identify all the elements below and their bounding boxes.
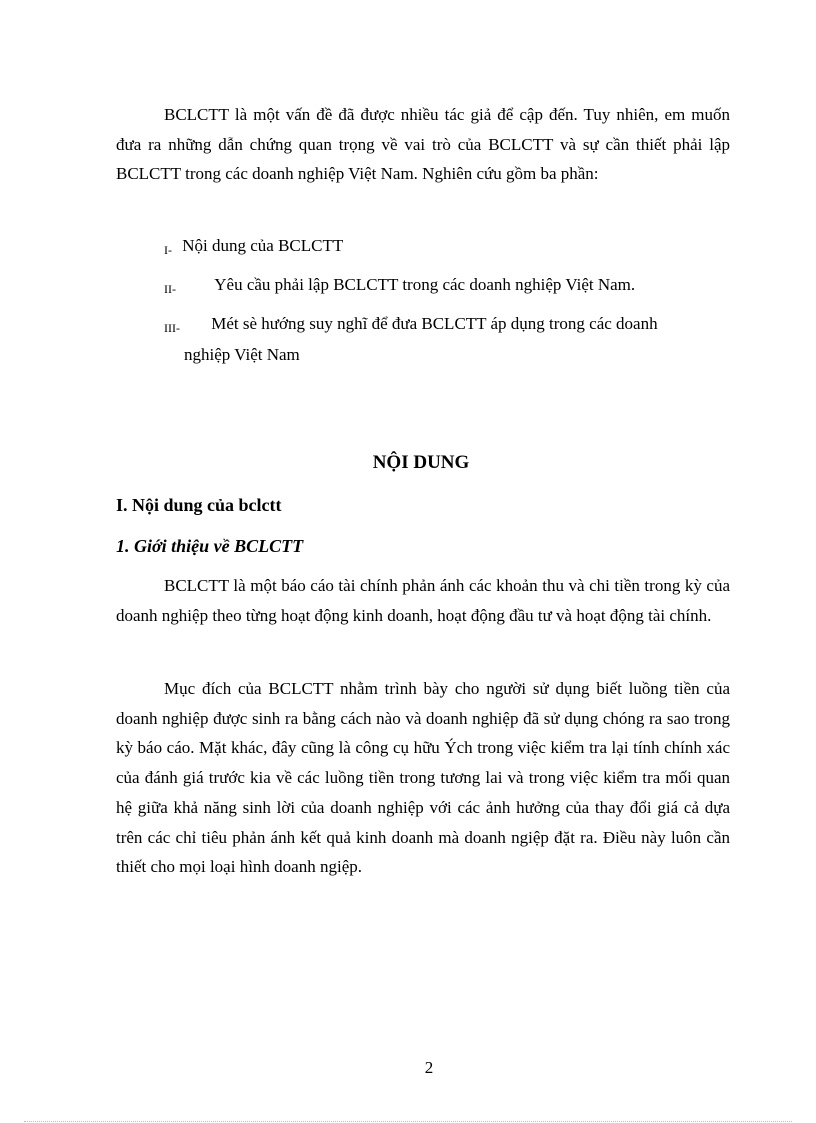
- list-item-1: [164, 231, 343, 265]
- list-marker: II-: [164, 282, 176, 296]
- list-item-3: [164, 309, 658, 343]
- list-item-text: Mét sè hướng suy nghĩ để đưa BCLCTT áp dụng trong các doanh: [211, 314, 658, 333]
- list-item-text: Yêu cầu phải lập BCLCTT trong các doanh nghiệp Việt Nam.: [214, 275, 636, 294]
- section-title: I. Nội dung của bclctt: [116, 495, 282, 515]
- list-marker: I-: [164, 243, 172, 257]
- list-marker: III-: [164, 321, 180, 335]
- footer-divider: [24, 1121, 792, 1122]
- subsection-title: 1. Giới thiệu về BCLCTT: [116, 536, 304, 556]
- body-paragraph-1: BCLCTT là một báo cáo tài chính phản ánh các khoản thu và chi tiền trong kỳ của doanh nghiệp theo từng hoạt động kinh doanh, hoạt động đầu tư và hoạt động tài chính.: [116, 576, 730, 625]
- page-number: 2: [424, 1058, 434, 1077]
- body-paragraph-2: Mục đích của BCLCTT nhằm trình bày cho người sử dụng biết luồng tiền của doanh nghiệp được sinh ra bằng cách nào và doanh nghiệp đã sử dụng chóng ra sao trong kỳ báo cáo. Mặt khác, đây cũng là công cụ hữu Ých trong việc kiểm tra lại tính chính xác của đánh giá trước kia về các luồng tiền trong tương lai và trong việc kiểm tra mối quan hệ giữa khả năng sinh lời của doanh nghiệp với các ảnh hưởng của thay đổi giá cả dựa trên các chỉ tiêu phản ánh kết quả kinh doanh mà doanh ngiệp đặt ra. Điều này luôn cần thiết cho mọi loại hình doanh ngiệp.: [116, 679, 730, 877]
- list-item-2: [164, 270, 635, 304]
- list-item-text: Nội dung của BCLCTT: [182, 236, 344, 255]
- intro-paragraph: BCLCTT là một vấn đề đã được nhiều tác giả để cập đến. Tuy nhiên, em muốn đưa ra những dẫn chứng quan trọng về vai trò của BCLCTT và sự cần thiết phải lập BCLCTT trong các doanh nghiệp Việt Nam. Nghiên cứu gồm ba phần:: [116, 105, 730, 184]
- list-item-3-continuation: nghiệp Việt Nam: [184, 345, 300, 364]
- main-title: NỘI DUNG: [372, 452, 470, 473]
